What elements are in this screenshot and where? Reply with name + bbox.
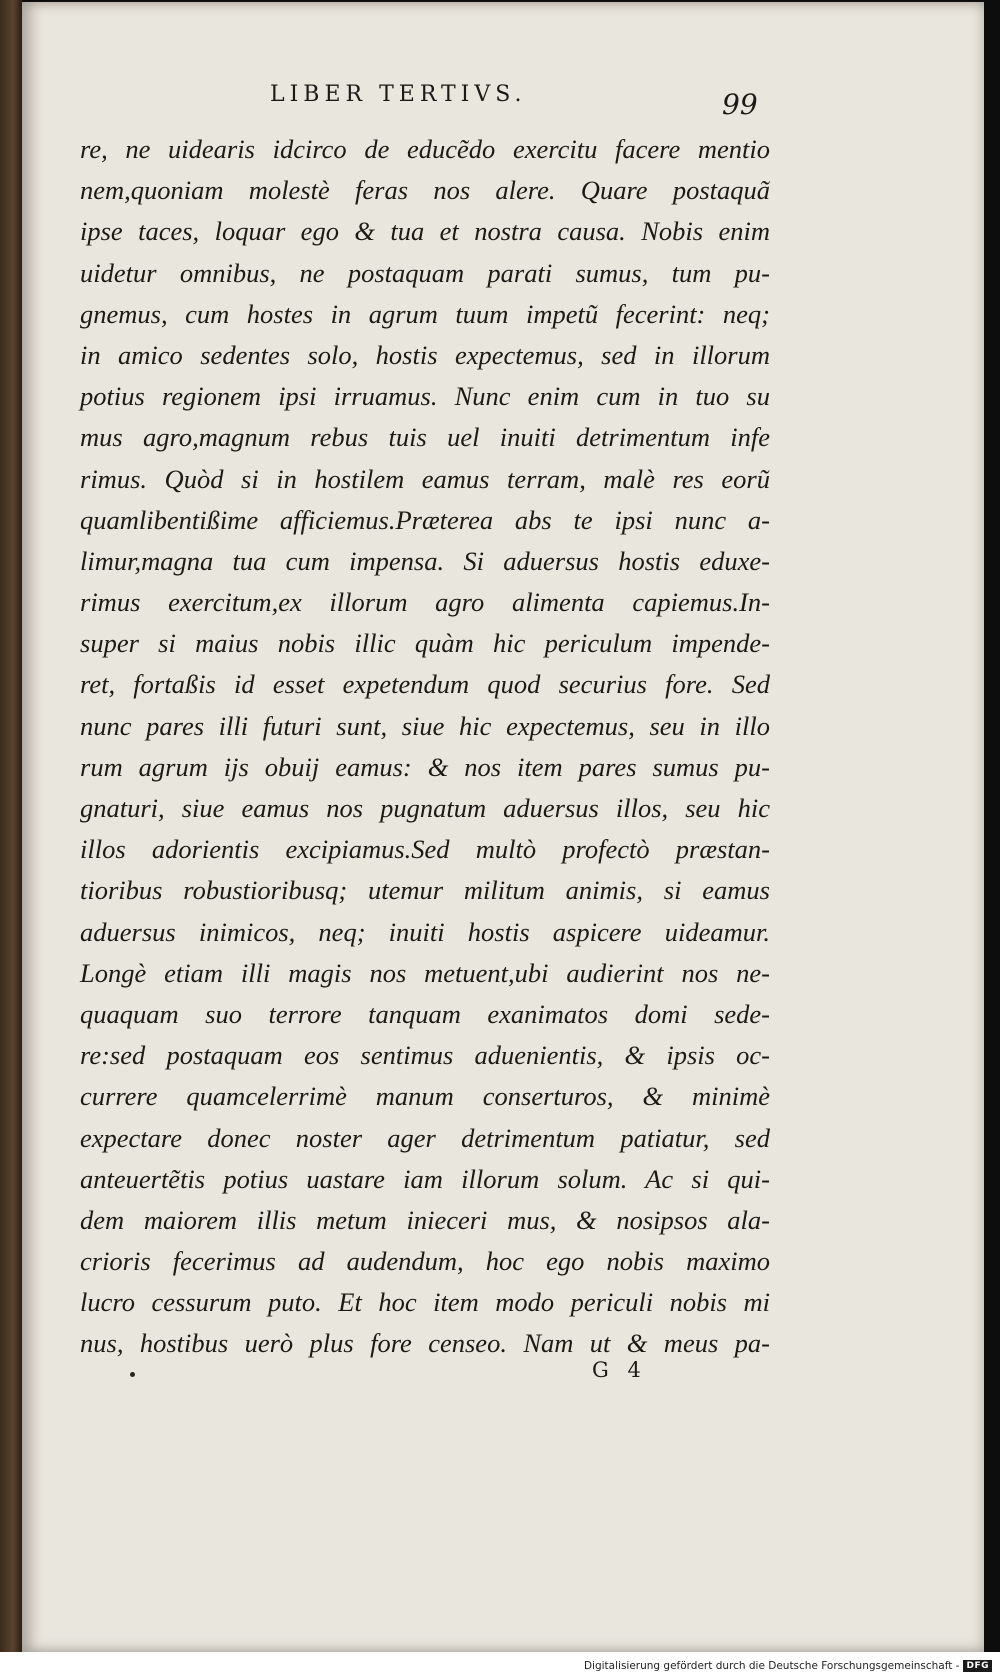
digitization-credit xyxy=(584,1660,992,1672)
text-line: expectare donec noster ager detrimentum patiatur, sed xyxy=(80,1122,770,1153)
text-line: potius regionem ipsi irruamus. Nunc enim cum in tuo su xyxy=(80,381,770,412)
page-number: 99 xyxy=(722,88,758,121)
text-line: Longè etiam illi magis nos metuent,ubi audierint nos ne- xyxy=(80,957,770,988)
text-line: illos adorientis excipiamus.Sed multò profectò præstan- xyxy=(80,834,770,865)
text-line: aduersus inimicos, neq; inuiti hostis aspicere uideamur. xyxy=(80,916,770,947)
text-line: currere quamcelerrimè manum conserturos, & minimè xyxy=(80,1081,770,1112)
text-line: limur,magna tua cum impensa. Si aduersus hostis eduxe- xyxy=(80,545,770,576)
text-line: re:sed postaquam eos sentimus aduenientis, & ipsis oc- xyxy=(80,1040,770,1071)
text-line: uidetur omnibus, ne postaquam parati sumus, tum pu- xyxy=(80,257,770,288)
ink-mark xyxy=(130,1372,135,1377)
text-line: tioribus robustioribusq; utemur militum animis, si eamus xyxy=(80,875,770,906)
text-line: super si maius nobis illic quàm hic periculum impende- xyxy=(80,628,770,659)
text-line: rimus. Quòd si in hostilem eamus terram, malè res eorũ xyxy=(80,463,770,494)
text-line: nus, hostibus uerò plus fore censeo. Nam ut & meus pa- xyxy=(80,1328,770,1359)
text-line: gnemus, cum hostes in agrum tuum impetũ fecerint: neq; xyxy=(80,298,770,329)
text-line: re, ne uidearis idcirco de educẽdo exercitu facere mentio xyxy=(80,134,770,164)
book-page xyxy=(22,2,984,1652)
text-line: crioris fecerimus ad audendum, hoc ego nobis maximo xyxy=(80,1246,770,1277)
text-line: mus agro,magnum rebus tuis uel inuiti detrimentum infe xyxy=(80,422,770,453)
text-line: dem maiorem illis metum inieceri mus, & nosipsos ala- xyxy=(80,1204,770,1235)
book-spine-edge xyxy=(0,0,22,1668)
text-line: rum agrum ijs obuij eamus: & nos item pares sumus pu- xyxy=(80,751,770,782)
text-line: ret, fortaßis id esset expetendum quod securius fore. Sed xyxy=(80,669,770,700)
text-line: anteuertẽtis potius uastare iam illorum solum. Ac si qui- xyxy=(80,1163,770,1194)
text-line: in amico sedentes solo, hostis expectemus, sed in illorum xyxy=(80,339,770,370)
dfg-logo: DFG xyxy=(963,1660,992,1672)
text-line: nunc pares illi futuri sunt, siue hic expectemus, seu in illo xyxy=(80,710,770,741)
text-line: rimus exercitum,ex illorum agro alimenta capiemus.In- xyxy=(80,587,770,618)
text-line: ipse taces, loquar ego & tua et nostra causa. Nobis enim xyxy=(80,216,770,247)
text-line: lucro cessurum puto. Et hoc item modo periculi nobis mi xyxy=(80,1287,770,1318)
text-line: quaquam suo terrore tanquam exanimatos domi sede- xyxy=(80,998,770,1029)
credit-text: Digitalisierung gefördert durch die Deutsche Forschungsgemeinschaft - xyxy=(583,1660,960,1672)
signature-mark: G 4 xyxy=(592,1358,647,1382)
text-line: quamlibentißime afficiemus.Præterea abs te ipsi nunc a- xyxy=(80,504,770,535)
running-head: LIBER TERTIVS. xyxy=(270,82,527,107)
body-text xyxy=(80,129,770,1365)
text-line: nem,quoniam molestè feras nos alere. Quare postaquã xyxy=(80,175,770,206)
text-line: gnaturi, siue eamus nos pugnatum aduersus illos, seu hic xyxy=(80,793,770,823)
